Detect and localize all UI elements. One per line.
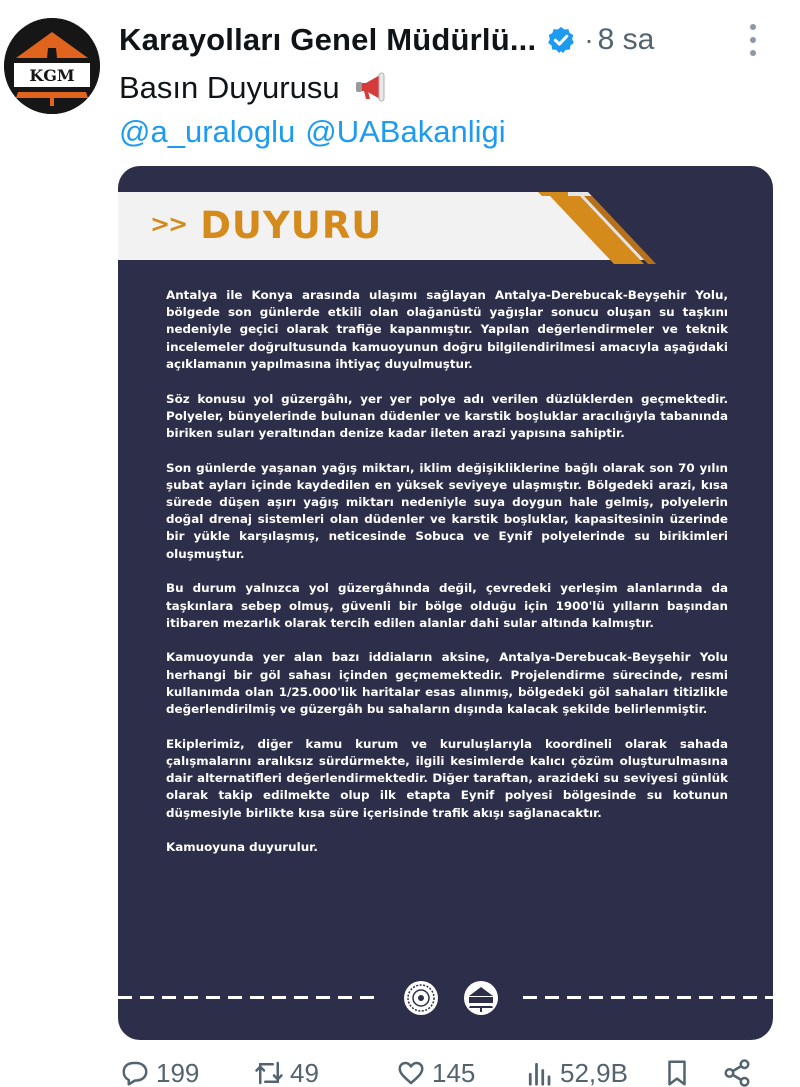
reply-icon: [120, 1058, 150, 1087]
tweet-text-content: Basın Duyurusu: [119, 70, 340, 105]
author-avatar[interactable]: [4, 18, 100, 114]
repost-button[interactable]: [254, 1058, 319, 1087]
announcement-banner: [118, 192, 773, 286]
heart-icon: [396, 1058, 426, 1087]
announcement-closing: Kamuoyuna duyurulur.: [166, 840, 318, 855]
bookmark-icon: [662, 1058, 692, 1087]
kgm-logo-icon: [4, 18, 100, 114]
footer-dashed-line: [523, 996, 773, 999]
title-chevron: >>: [150, 210, 187, 238]
announcement-paragraph: Antalya ile Konya arasında ulaşımı sağlayan Antalya-Derebucak-Beyşehir Yolu, bölgede son günlerde etkili olan olağanüstü yağışlar sonucu oluşan su taşkını nedeniyle geçici olarak trafiğe kapanmıştır. Yapılan değerlendirmeler ve teknik incelemeler doğrultusunda kamuoyunun doğru bilgilendirilmesi amacıyla aşağıdaki açıklamanın yapılmasına ihtiyaç duyulmuştur.: [166, 288, 728, 371]
announcement-paragraph: Ekiplerimiz, diğer kamu kurum ve kuruluşlarıyla koordineli olarak sahada çalışmalarını aralıksız sürdürmekte, ilgili kesimlerde kalıcı çözüm oluşturulmasına dair alternatifleri değerlendirmektedir. Diğer taraftan, arazideki su seviyesi günlük olarak takip edilmekte olup ilk etapta Eynif polyesi bölgesinde su kotunun düşmesiyle birlikte kısa süre içerisinde trafik akışı sağlanacaktır.: [166, 736, 728, 820]
like-count: 145: [432, 1058, 476, 1087]
more-options-icon[interactable]: [748, 24, 758, 56]
announcement-body: [166, 287, 728, 856]
verified-badge-icon: [546, 25, 576, 55]
announcement-title: [150, 204, 382, 247]
reply-count: 199: [156, 1058, 200, 1087]
author-name[interactable]: Karayolları Genel Müdürlü...: [119, 22, 537, 57]
announcement-paragraph: Son günlerde yaşanan yağış miktarı, iklim değişikliklerine bağlı olarak son 70 yılın şubat ayları içinde kaydedilen en yüksek seviyeye ulaşmıştır. Bölgedeki arazi, kısa sürede düşen aşırı yağış miktarı nedeniyle suya doygun hale gelmiş, polyelerin doğal drenaj sistemleri olan düdenler ve karstik boşluklar, kapasitesinin üzerinde bir yükle karşılaşmış, neticesinde Sobuca ve Eynif polyelerinde su birikimleri oluşmuştur.: [166, 460, 728, 561]
tweet-time[interactable]: 8 sa: [597, 23, 655, 56]
analytics-icon: [524, 1058, 554, 1087]
share-button[interactable]: [722, 1058, 752, 1087]
announcement-paragraph: Bu durum yalnızca yol güzergâhında değil, çevredeki yerleşim alanlarında da taşkınlara sebep olmuş, güvenli bir bölge olduğu için 1900'lü yılların başından itibaren mezarlık olarak tercih edilen alanlar dahi sular altında kalmıştır.: [166, 581, 728, 630]
views-count: 52,9B: [560, 1058, 628, 1087]
ministry-seal-icon: [404, 981, 438, 1015]
title-text: DUYURU: [200, 204, 383, 247]
mention-link[interactable]: @a_uraloglu: [119, 114, 296, 149]
repost-count: 49: [290, 1058, 319, 1087]
avatar-logo-text: KGM: [29, 66, 75, 85]
reply-button[interactable]: [120, 1058, 199, 1087]
footer-dashed-line: [118, 996, 378, 999]
tweet-media-image[interactable]: [118, 166, 773, 1040]
announcement-paragraph: Söz konusu yol güzergâhı, yer yer polye adı verilen düzlüklerden geçmektedir. Polyeler, bünyelerinde bulunan düdenler ve karstik boşluklar aracılığıyla tabanında biriken suları yeraltından denize kadar ileten arazi yapısına sahiptir.: [166, 391, 728, 440]
views-button[interactable]: [524, 1058, 628, 1087]
like-button[interactable]: [396, 1058, 475, 1087]
tweet-mentions: [119, 110, 516, 154]
announcement-paragraph: Kamuoyunda yer alan bazı iddiaların aksine, Antalya-Derebucak-Beyşehir Yolu herhangi bir göl sahası içinden geçmemektedir. Projelendirme sürecinde, resmi kullanımda olan 1/25.000'lik haritalar esas alınmış, bölgedeki göl sahaları titizlikle değerlendirilmiş ve güzergâh bu sahaların dışında kalacak şekilde belirlenmiştir.: [166, 650, 728, 717]
bookmark-button[interactable]: [662, 1058, 692, 1087]
mention-link[interactable]: @UABakanligi: [305, 114, 506, 149]
repost-icon: [254, 1058, 284, 1087]
tweet-header: [119, 18, 780, 62]
tweet-text: [119, 66, 390, 110]
tweet-actions: [0, 1058, 800, 1087]
header-separator: ·: [584, 24, 594, 55]
share-icon: [722, 1058, 752, 1087]
kgm-logo-icon: [464, 981, 498, 1015]
megaphone-icon: [354, 72, 390, 102]
